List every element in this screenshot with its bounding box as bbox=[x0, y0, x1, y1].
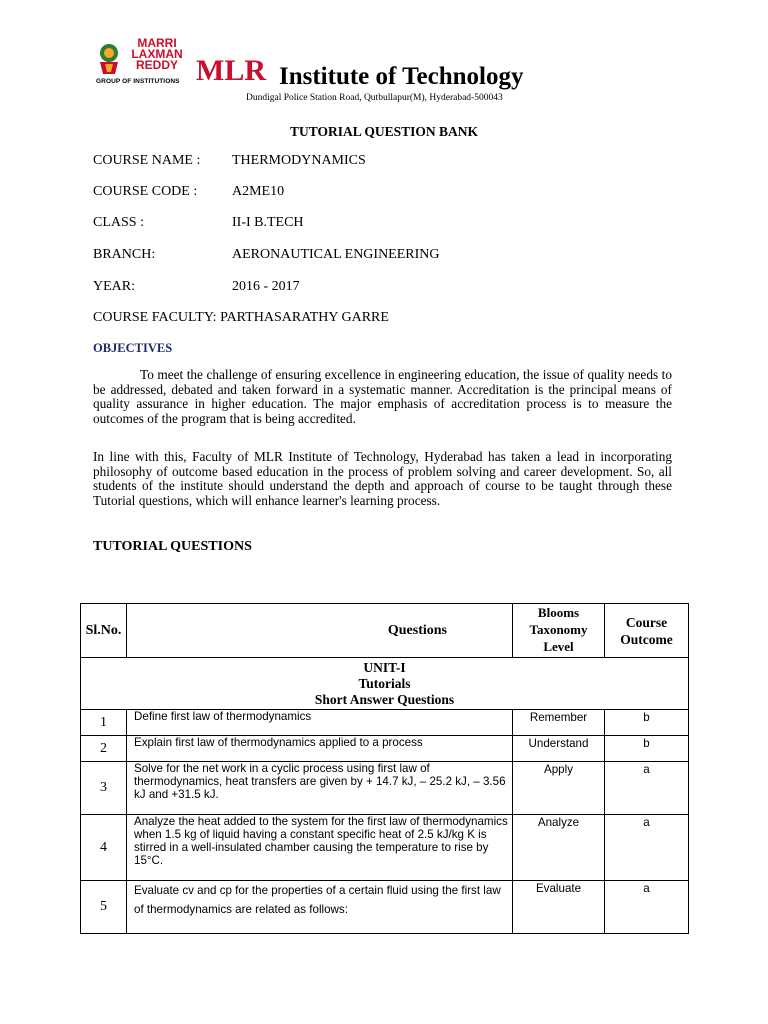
table-row bbox=[81, 815, 689, 881]
unit-heading bbox=[81, 658, 689, 710]
tutorial-questions-heading: TUTORIAL QUESTIONS bbox=[93, 539, 252, 554]
objectives-paragraph-2: In line with this, Faculty of MLR Institute of Technology, Hyderabad has taken a lead in incorporating philosophy of outcome based education in the process of problem solving and career development. So, all students of the institute should understand the depth and approach of course to be taught through these Tutorial questions, which will enhance learner's learning process. bbox=[93, 449, 672, 508]
row-slno: 2 bbox=[81, 736, 127, 762]
emblem-icon bbox=[96, 42, 122, 76]
table-row bbox=[81, 762, 689, 815]
course-name-label: COURSE NAME : bbox=[93, 153, 201, 168]
row-slno: 5 bbox=[81, 881, 127, 934]
header-blooms-line-3: Level bbox=[543, 639, 574, 654]
logo-line-1: MARRI bbox=[137, 36, 177, 50]
year-value: 2016 - 2017 bbox=[232, 279, 300, 294]
objectives-paragraph-1-text: To meet the challenge of ensuring excellence in engineering education, the issue of quality needs to be addressed, debated and taken forward in a systematic manner. Accreditation is the principal means of quality assurance in higher education. The major emphasis of accreditation process is to measure the outcomes of the program that is being accredited. bbox=[93, 367, 672, 426]
header-slno: Sl.No. bbox=[81, 604, 127, 658]
table-header-row bbox=[81, 604, 689, 658]
objectives-heading: OBJECTIVES bbox=[93, 341, 173, 355]
row-level: Understand bbox=[513, 736, 605, 762]
header-blooms-line-1: Blooms bbox=[537, 605, 580, 620]
row-outcome: a bbox=[605, 815, 689, 881]
row-slno: 3 bbox=[81, 762, 127, 815]
course-code-label: COURSE CODE : bbox=[93, 184, 198, 199]
header-outcome-line-1: Course bbox=[625, 614, 668, 630]
institute-abbreviation: MLR bbox=[196, 54, 266, 87]
objectives-paragraph-1 bbox=[93, 368, 672, 426]
course-name-value: THERMODYNAMICS bbox=[232, 153, 366, 168]
institute-name: Institute of Technology bbox=[279, 63, 524, 90]
row-outcome: b bbox=[605, 736, 689, 762]
row-question: Solve for the net work in a cyclic process using first law of thermodynamics, heat transfers are given by + 14.7 kJ, – 25.2 kJ, – 3.56 kJ and +31.5 kJ. bbox=[127, 762, 513, 815]
row-level: Analyze bbox=[513, 815, 605, 881]
row-slno: 4 bbox=[81, 815, 127, 881]
class-value: II-I B.TECH bbox=[232, 215, 304, 230]
header-blooms bbox=[513, 604, 605, 658]
unit-subtitle: Tutorials bbox=[358, 676, 411, 691]
header-blooms-line-2: Taxonomy bbox=[529, 622, 588, 637]
year-label: YEAR: bbox=[93, 279, 135, 294]
row-slno: 1 bbox=[81, 710, 127, 736]
class-label: CLASS : bbox=[93, 215, 144, 230]
row-outcome: b bbox=[605, 710, 689, 736]
header-outcome-line-2: Outcome bbox=[620, 631, 673, 647]
row-outcome: a bbox=[605, 762, 689, 815]
row-question: Evaluate cv and cp for the properties of a certain fluid using the first law of thermodynamics are related as follows: bbox=[127, 881, 513, 934]
row-question: Explain first law of thermodynamics applied to a process bbox=[127, 736, 513, 762]
header-questions: Questions bbox=[127, 604, 513, 658]
logo-subtitle: GROUP OF INSTITUTIONS bbox=[96, 78, 180, 85]
row-question: Analyze the heat added to the system for the first law of thermodynamics when 1.5 kg of liquid having a constant specific heat of 2.5 kJ/kg K is stirred in a well-insulated chamber causing the temperature to rise by 15°C. bbox=[127, 815, 513, 881]
logo-line-2: LAXMAN bbox=[131, 47, 183, 61]
branch-label: BRANCH: bbox=[93, 247, 156, 262]
institution-logo bbox=[96, 38, 192, 94]
row-outcome: a bbox=[605, 881, 689, 934]
table-row bbox=[81, 736, 689, 762]
row-level: Apply bbox=[513, 762, 605, 815]
row-question: Define first law of thermodynamics bbox=[127, 710, 513, 736]
logo-wordmark bbox=[122, 38, 192, 71]
institute-address: Dundigal Police Station Road, Qutbullapur(M), Hyderabad-500043 bbox=[246, 93, 503, 103]
unit-title: UNIT-I bbox=[363, 660, 406, 675]
table-row bbox=[81, 710, 689, 736]
unit-row bbox=[81, 658, 689, 710]
row-level: Evaluate bbox=[513, 881, 605, 934]
unit-section: Short Answer Questions bbox=[314, 692, 455, 707]
document-title: TUTORIAL QUESTION BANK bbox=[289, 124, 479, 139]
course-code-value: A2ME10 bbox=[232, 184, 285, 199]
header-outcome bbox=[605, 604, 689, 658]
branch-value: AERONAUTICAL ENGINEERING bbox=[232, 247, 440, 262]
tutorial-questions-table bbox=[80, 603, 689, 934]
table-row bbox=[81, 881, 689, 934]
row-level: Remember bbox=[513, 710, 605, 736]
course-faculty-line: COURSE FACULTY: PARTHASARATHY GARRE bbox=[93, 310, 389, 325]
logo-line-3: REDDY bbox=[135, 58, 178, 72]
